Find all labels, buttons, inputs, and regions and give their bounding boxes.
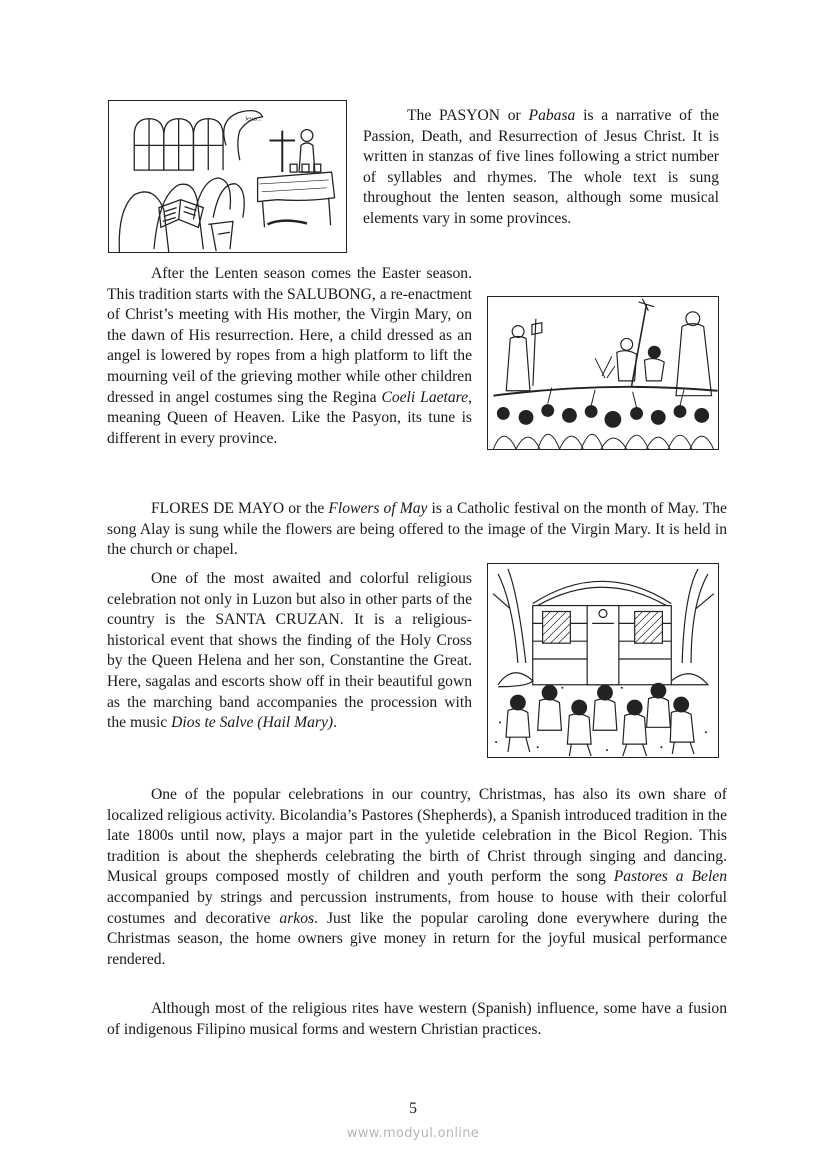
paragraph-flores-de-mayo (107, 499, 727, 561)
speech-bubble-text: Jesus... (244, 116, 262, 123)
page-number: 5 (409, 1100, 417, 1117)
paragraph-fusion (107, 999, 727, 1040)
santa-cruzan-illustration (487, 563, 719, 758)
pasyon-text-a: The PASYON or (407, 107, 529, 124)
paragraph-salubong (107, 264, 472, 449)
paragraph-santa-cruzan (107, 569, 472, 734)
cruzan-text-c: . (333, 714, 337, 732)
flores-text-c: is a Catholic festival on the month of May. The song Alay is sung while the flowers are being offered to the image of the Virgin Mary. It is held in the church or chapel. (107, 500, 727, 559)
pastores-term-pastores-a-belen: Pastores a Belen (613, 868, 727, 886)
pastores-text-a: One of the popular celebrations in our country, Christmas, has also its own share of localized religious activity. Bicolandia’s Pastores (Shepherds), a Spanish introduced tradition in the late 1800s until now, plays a major part in the yuletide celebration in the Bicol Region. This tradition is about the shepherds celebrating the birth of Christ through singing and dancing. Musical groups composed mostly of children and youth perform the song (107, 786, 727, 886)
salubong-text-a: After the Lenten season comes the Easter season. This tradition starts with the SALUBONG, a re-enactment of Christ’s meeting with His mother, the Virgin Mary, on the dawn of His resurrection. Here, a child dressed as an angel is lowered by ropes from a high platform to lift the mourning veil of the grieving mother while other children dressed in angel costumes sing the Regina (107, 265, 472, 406)
flores-text-a: FLORES DE MAYO or the (151, 500, 329, 517)
pastores-text-e: . Just like the popular caroling done everywhere during the Christmas season, the home owners give money in return for the joyful musical performance rendered. (107, 909, 727, 968)
salubong-text-c: , meaning Queen of Heaven. Like the Pasyon, its tune is different in every province. (107, 388, 472, 447)
pasyon-drawing (109, 101, 346, 252)
fusion-text: Although most of the religious rites have western (Spanish) influence, some have a fusion of indigenous Filipino musical forms and western Christian practices. (107, 1000, 727, 1038)
pasyon-term-pabasa: Pabasa (528, 107, 576, 124)
pasyon-illustration (108, 100, 347, 253)
santa-cruzan-drawing (488, 564, 718, 757)
cruzan-text-a: One of the most awaited and colorful religious celebration not only in Luzon but also in other parts of the country is the SANTA CRUZAN. It is a religious-historical event that shows the finding of the Holy Cross by the Queen Helena and her son, Constantine the Great. Here, sagalas and escorts show off in their beautiful gown as the marching band accompanies the procession with the music (107, 570, 472, 732)
salubong-drawing (488, 297, 718, 449)
paragraph-pasyon (363, 106, 719, 230)
pastores-term-arkos: arkos (279, 909, 315, 927)
cruzan-term-dios-te-salve: Dios te Salve (Hail Mary) (171, 714, 334, 732)
flores-term-flowers-of-may: Flowers of May (328, 500, 428, 517)
watermark: www.modyul.online (346, 1126, 480, 1141)
pastores-text-c: accompanied by strings and percussion instruments, from house to house with their colorful costumes and decorative (107, 888, 727, 927)
salubong-term-coeli-laetare: Coeli Laetare (381, 388, 469, 406)
pasyon-text-c: is a narrative of the Passion, Death, and Resurrection of Jesus Christ. It is written in stanzas of five lines following a strict number of syllables and rhymes. The whole text is sung throughout the lenten season, although some musical elements vary in some provinces. (363, 107, 720, 227)
paragraph-pastores (107, 785, 727, 970)
salubong-illustration (487, 296, 719, 450)
